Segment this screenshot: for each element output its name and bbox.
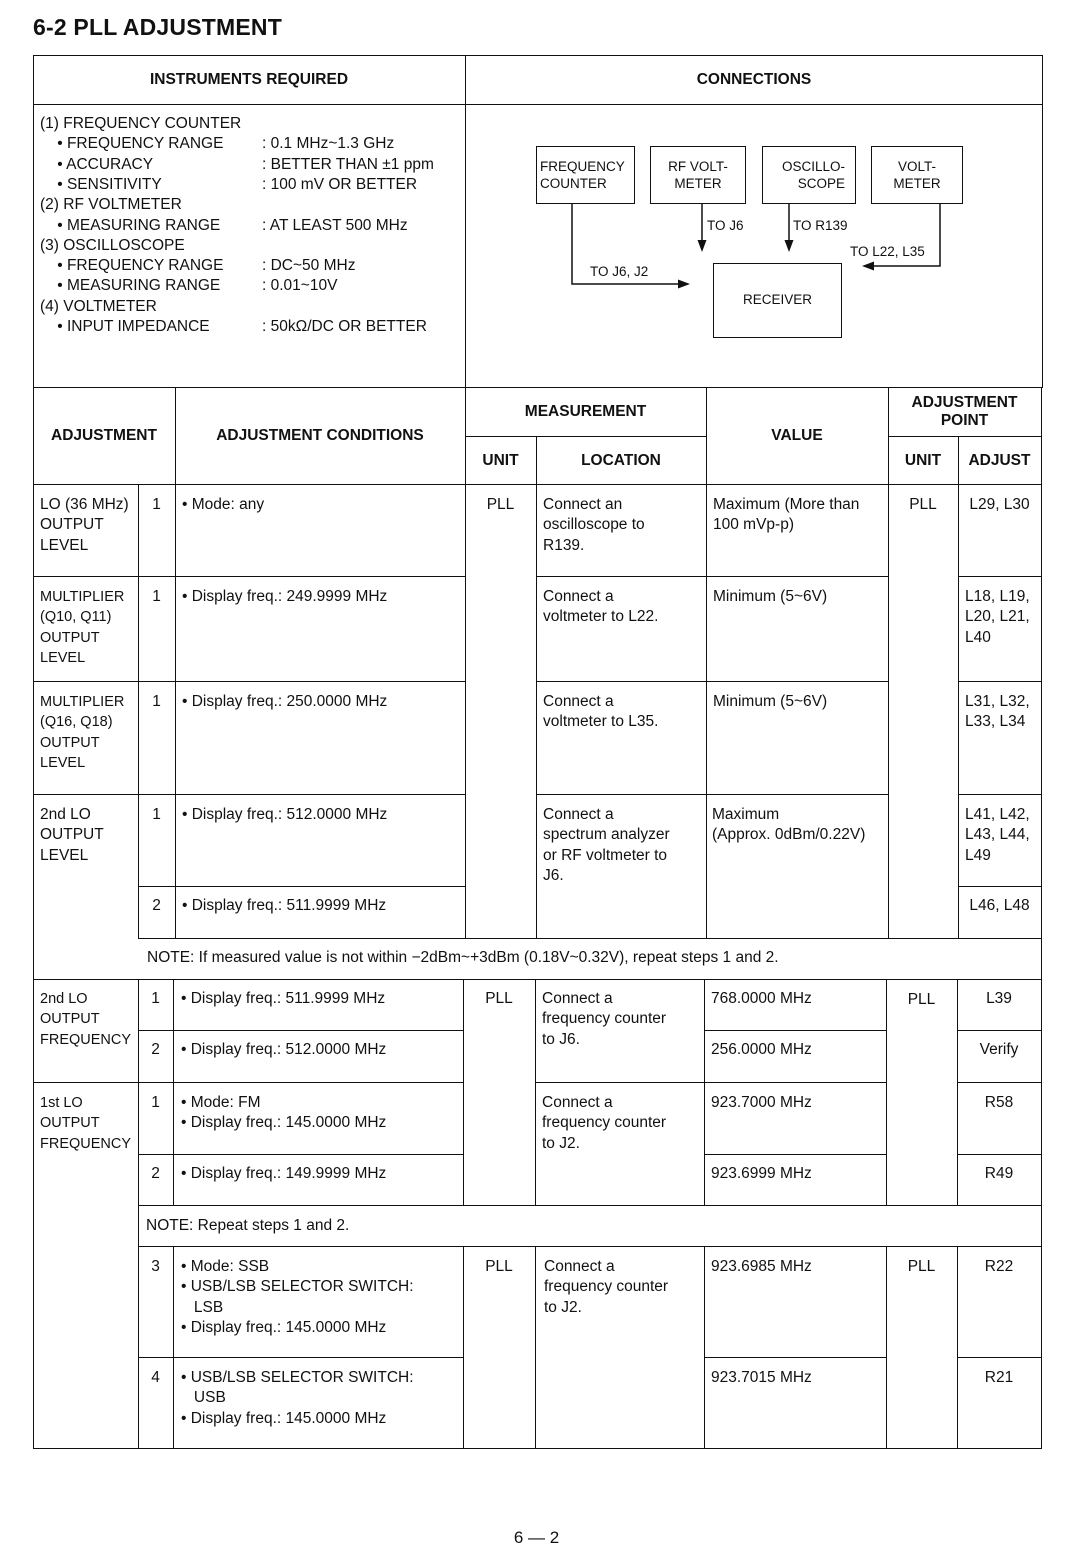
to-l22-l35-label: TO L22, L35 [850, 244, 925, 259]
adjustment-name: 2nd LO OUTPUT FREQUENCY [40, 991, 132, 1048]
divider [704, 1030, 886, 1031]
location: Connect a frequency counter to J6. [542, 990, 667, 1048]
measurement-unit: PLL [486, 496, 515, 513]
value: 923.7000 MHz [711, 1094, 812, 1111]
step-number: 1 [152, 693, 161, 710]
step-number: 1 [151, 1094, 160, 1111]
col-header-measurement: MEASUREMENT [524, 403, 647, 420]
instrument-line: • MEASURING RANGE [40, 277, 221, 295]
value: 923.7015 MHz [711, 1369, 812, 1386]
col-header-adjustment-point: ADJUSTMENT POINT [911, 394, 1018, 429]
instrument-line: (1) FREQUENCY COUNTER [40, 115, 242, 132]
location: Connect a frequency counter to J2. [542, 1094, 667, 1152]
adjust-point: L18, L19, L20, L21, L40 [965, 588, 1030, 646]
divider [704, 1246, 705, 1448]
instrument-line: • MEASURING RANGE [40, 216, 221, 234]
location: Connect a voltmeter to L35. [543, 693, 659, 731]
col-header-adjustment: ADJUSTMENT [51, 427, 157, 444]
value: 923.6985 MHz [711, 1258, 812, 1275]
divider [886, 979, 887, 1206]
divider [175, 484, 176, 938]
adjust-point: R21 [984, 1369, 1014, 1386]
instrument-line: • SENSITIVITY [40, 175, 162, 193]
condition: • Display freq.: 511.9999 MHz [181, 990, 386, 1007]
table-note: NOTE: If measured value is not within −2dBm~+3dBm (0.18V~0.32V), repeat steps 1 and 2. [147, 949, 779, 966]
instrument-value: : 100 mV OR BETTER [262, 175, 418, 193]
adjustment-name: MULTIPLIER (Q10, Q11) OUTPUT LEVEL [40, 589, 125, 666]
location: Connect a spectrum analyzer or RF voltmeter to J6. [543, 806, 670, 884]
condition: • Display freq.: 250.0000 MHz [182, 693, 388, 710]
condition: • Mode: SSB • USB/LSB SELECTOR SWITCH: LSB • Display freq.: 145.0000 MHz [181, 1258, 414, 1336]
arrow-head [862, 262, 874, 271]
step-number: 2 [152, 897, 161, 914]
condition: • Display freq.: 512.0000 MHz [182, 806, 388, 823]
instrument-value: : 0.1 MHz~1.3 GHz [262, 135, 395, 153]
divider [535, 979, 536, 1206]
value: 768.0000 MHz [711, 990, 812, 1007]
adjust-point: R58 [984, 1094, 1014, 1111]
location: Connect a frequency counter to J2. [544, 1258, 669, 1316]
divider [958, 484, 959, 938]
value: Maximum (Approx. 0dBm/0.22V) [712, 806, 866, 844]
page-title: 6-2 PLL ADJUSTMENT [33, 14, 282, 40]
divider [138, 1205, 139, 1448]
step-number: 1 [152, 588, 161, 605]
voltmeter-box: VOLT- METER [871, 146, 963, 204]
adjust-point: Verify [979, 1041, 1019, 1058]
adjust-point: L39 [986, 990, 1012, 1007]
instrument-line: • ACCURACY [40, 155, 154, 173]
divider [706, 484, 707, 938]
divider [958, 886, 1041, 887]
col-header-conditions: ADJUSTMENT CONDITIONS [216, 427, 424, 444]
divider [704, 979, 705, 1206]
to-j6-j2-label: TO J6, J2 [590, 264, 649, 279]
divider [535, 1082, 886, 1083]
measurement-unit: PLL [485, 990, 513, 1007]
col-header-location: LOCATION [581, 452, 661, 469]
adjustment-name: 1st LO OUTPUT FREQUENCY [40, 1095, 132, 1152]
divider [536, 681, 888, 682]
arrow-head [785, 240, 794, 252]
divider [138, 938, 1041, 939]
divider [138, 1205, 1041, 1206]
divider [888, 484, 889, 938]
divider [957, 1154, 1041, 1155]
page-number: 6 — 2 [513, 1528, 560, 1547]
divider [957, 1082, 1041, 1083]
divider [704, 1357, 886, 1358]
divider [173, 979, 174, 1206]
step-number: 2 [151, 1165, 160, 1182]
location: Connect an oscilloscope to R139. [543, 496, 645, 554]
instrument-line: (4) VOLTMETER [40, 297, 157, 315]
instrument-line: • FREQUENCY RANGE [40, 257, 224, 275]
divider [957, 1030, 1041, 1031]
adjust-point: R22 [984, 1258, 1014, 1275]
value: Minimum (5~6V) [713, 588, 828, 605]
instruments-header: INSTRUMENTS REQUIRED [149, 71, 349, 88]
col-header-ap-unit: UNIT [904, 452, 942, 469]
adjust-point: L31, L32, L33, L34 [965, 693, 1030, 731]
value: Maximum (More than 100 mVp-p) [713, 496, 860, 534]
col-header-ap-adjust: ADJUST [968, 452, 1031, 469]
divider [536, 576, 888, 577]
divider [958, 681, 1041, 682]
adjustment-name: MULTIPLIER (Q16, Q18) OUTPUT LEVEL [40, 694, 125, 771]
table-note: NOTE: Repeat steps 1 and 2. [146, 1217, 350, 1234]
step-number: 4 [151, 1369, 160, 1386]
value: 923.6999 MHz [711, 1165, 812, 1182]
divider [33, 484, 1041, 485]
instrument-value: : DC~50 MHz [262, 257, 356, 275]
divider [173, 1246, 174, 1448]
step-number: 3 [151, 1258, 160, 1275]
value: 256.0000 MHz [711, 1041, 812, 1058]
divider [536, 484, 537, 938]
divider [1041, 387, 1042, 1449]
col-header-value: VALUE [771, 427, 823, 444]
divider [33, 681, 465, 682]
adjust-point: R49 [984, 1165, 1014, 1182]
col-header-unit: UNIT [482, 452, 519, 469]
frequency-counter-box: FREQUENCY COUNTER [536, 146, 635, 204]
divider [888, 436, 1041, 437]
divider [33, 979, 1041, 980]
condition: • Display freq.: 511.9999 MHz [182, 897, 387, 914]
step-number: 1 [152, 806, 161, 823]
rf-voltmeter-box: RF VOLT- METER [650, 146, 746, 204]
receiver-box: RECEIVER [713, 263, 842, 338]
measurement-unit: PLL [485, 1258, 513, 1275]
step-number: 1 [152, 496, 161, 513]
ap-unit: PLL [907, 991, 936, 1008]
divider [463, 979, 464, 1206]
condition: • USB/LSB SELECTOR SWITCH: USB • Display freq.: 145.0000 MHz [181, 1369, 414, 1427]
arrow-head [678, 280, 690, 289]
instrument-value: : BETTER THAN ±1 ppm [262, 155, 434, 173]
condition: • Mode: FM • Display freq.: 145.0000 MHz [181, 1094, 387, 1132]
divider [138, 1030, 463, 1031]
adjust-point: L46, L48 [969, 897, 1030, 914]
connection-lines [0, 0, 1073, 400]
condition: • Display freq.: 512.0000 MHz [181, 1041, 387, 1058]
instrument-value: : AT LEAST 500 MHz [262, 216, 408, 234]
divider [33, 794, 465, 795]
condition: • Mode: any [182, 496, 265, 513]
condition: • Display freq.: 249.9999 MHz [182, 588, 388, 605]
divider [33, 576, 465, 577]
divider [138, 886, 465, 887]
divider [465, 484, 466, 938]
adjustment-name: 2nd LO OUTPUT LEVEL [40, 806, 104, 864]
divider [536, 794, 888, 795]
connections-header: CONNECTIONS [696, 71, 812, 88]
arrow-head [698, 240, 707, 252]
value: Minimum (5~6V) [713, 693, 828, 710]
divider [958, 576, 1041, 577]
ap-unit: PLL [907, 1258, 936, 1275]
divider [465, 436, 706, 437]
oscilloscope-box: OSCILLO- SCOPE [762, 146, 856, 204]
instrument-line: (3) OSCILLOSCOPE [40, 236, 185, 254]
step-number: 2 [151, 1041, 160, 1058]
divider [138, 1246, 1041, 1247]
adjustment-name: LO (36 MHz) OUTPUT LEVEL [40, 496, 129, 554]
adjust-point: L29, L30 [969, 496, 1030, 513]
divider [138, 1357, 463, 1358]
location: Connect a voltmeter to L22. [543, 588, 659, 626]
step-number: 1 [151, 990, 160, 1007]
condition: • Display freq.: 149.9999 MHz [181, 1165, 387, 1182]
divider [704, 1154, 886, 1155]
divider [957, 1357, 1041, 1358]
adjust-point: L41, L42, L43, L44, L49 [965, 806, 1030, 864]
instrument-value: : 50kΩ/DC OR BETTER [262, 318, 427, 335]
instrument-line: • FREQUENCY RANGE [40, 135, 224, 153]
divider [33, 387, 34, 1449]
divider [138, 1154, 463, 1155]
ap-unit: PLL [909, 496, 937, 513]
instrument-value: : 0.01~10V [262, 277, 338, 295]
divider [958, 794, 1041, 795]
to-j6-label: TO J6 [707, 218, 744, 233]
instrument-line: (2) RF VOLTMETER [40, 196, 182, 214]
divider [33, 1448, 1041, 1449]
to-r139-label: TO R139 [793, 218, 848, 233]
instrument-line: • INPUT IMPEDANCE [40, 318, 210, 335]
divider [33, 1082, 463, 1083]
divider [535, 1246, 536, 1448]
